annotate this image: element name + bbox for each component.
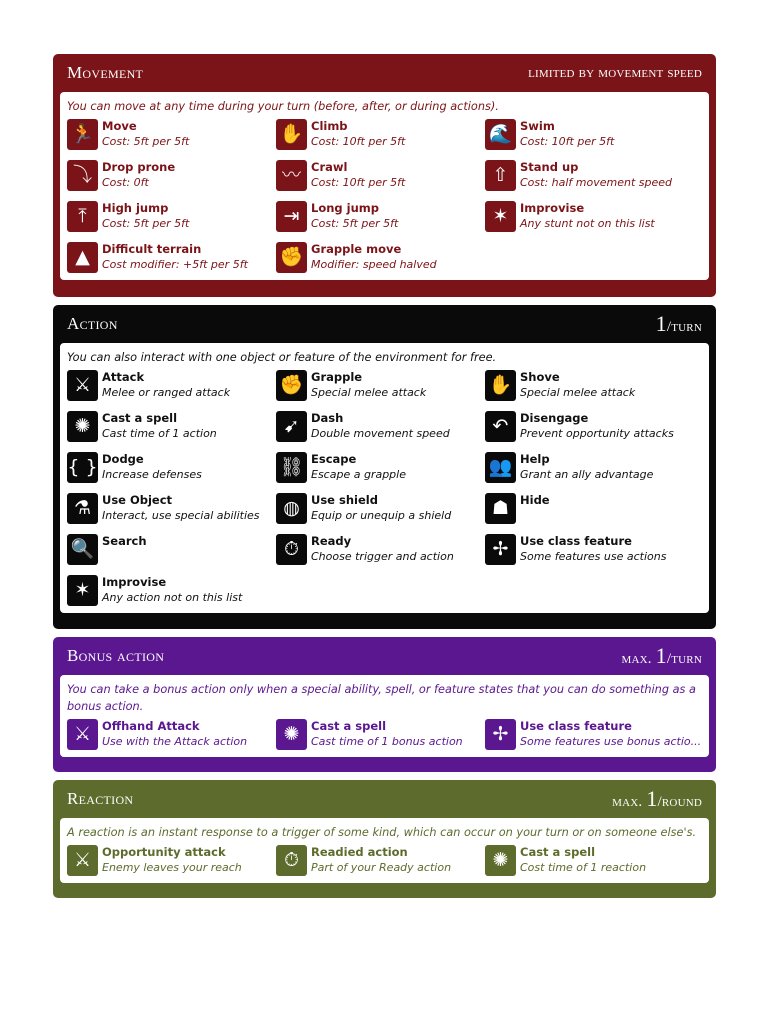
item-description: Cost: 0ft bbox=[102, 176, 149, 189]
action-section bbox=[53, 305, 716, 629]
stopwatch-icon: ⏱ bbox=[276, 845, 307, 876]
item-name: Long jump bbox=[311, 201, 379, 215]
section-intro: You can take a bonus action only when a special ability, spell, or feature states that you can do something as a bonus action. bbox=[67, 683, 696, 713]
item-description: Choose trigger and action bbox=[311, 550, 454, 563]
list-item bbox=[67, 719, 276, 753]
item-name: Escape bbox=[311, 452, 357, 466]
section-title: Bonus action bbox=[67, 646, 165, 665]
rocks-icon: ▲ bbox=[67, 242, 98, 273]
section-title: Movement bbox=[67, 63, 144, 82]
item-name: Difficult terrain bbox=[102, 242, 202, 256]
item-name: Use class feature bbox=[520, 719, 632, 733]
item-text bbox=[102, 201, 189, 231]
list-item bbox=[67, 845, 276, 879]
winged-boot-icon: ⇥ bbox=[276, 201, 307, 232]
item-description: Cost modifier: +5ft per 5ft bbox=[102, 258, 248, 271]
list-item bbox=[276, 845, 485, 879]
list-item bbox=[485, 119, 694, 153]
potion-hand-icon: ⚗ bbox=[67, 493, 98, 524]
section-limit: max. 1/round bbox=[612, 786, 702, 811]
item-description: Cost: 10ft per 5ft bbox=[311, 135, 406, 148]
item-text bbox=[520, 493, 550, 508]
item-name: Cast a spell bbox=[520, 845, 596, 859]
item-description: Interact, use special abilities bbox=[102, 509, 260, 522]
item-name: Cast a spell bbox=[102, 411, 178, 425]
list-item bbox=[276, 452, 485, 486]
item-text bbox=[102, 160, 175, 190]
item-name: Help bbox=[520, 452, 550, 466]
reaction-section bbox=[53, 780, 716, 898]
item-name: Hide bbox=[520, 493, 550, 507]
item-name: Move bbox=[102, 119, 137, 133]
list-item bbox=[485, 160, 694, 194]
item-name: Crawl bbox=[311, 160, 348, 174]
item-name: Use Object bbox=[102, 493, 173, 507]
section-intro: You can also interact with one object or feature of the environment for free. bbox=[67, 351, 497, 364]
item-description: Grant an ally advantage bbox=[520, 468, 654, 481]
item-description: Double movement speed bbox=[311, 427, 450, 440]
item-name: High jump bbox=[102, 201, 169, 215]
pushing-hand-icon: ✋ bbox=[485, 370, 516, 401]
item-text bbox=[102, 493, 260, 523]
list-item bbox=[485, 411, 694, 445]
item-name: Grapple move bbox=[311, 242, 402, 256]
crossed-swords-icon: ⚔ bbox=[67, 370, 98, 401]
hooded-figure-icon: ☗ bbox=[485, 493, 516, 524]
bonus-action-section bbox=[53, 637, 716, 772]
crossed-swords-icon: ⚔ bbox=[67, 845, 98, 876]
item-description: Any stunt not on this list bbox=[520, 217, 655, 230]
item-description: Cost: 5ft per 5ft bbox=[102, 217, 190, 230]
list-item bbox=[276, 160, 485, 194]
list-item bbox=[485, 452, 694, 486]
item-text bbox=[520, 201, 655, 231]
sprinting-figure-icon: ➹ bbox=[276, 411, 307, 442]
item-description: Equip or unequip a shield bbox=[311, 509, 452, 522]
list-item bbox=[67, 201, 276, 235]
item-name: Cast a spell bbox=[311, 719, 387, 733]
dodging-figure-icon: { } bbox=[67, 452, 98, 483]
item-name: Readied action bbox=[311, 845, 408, 859]
stopwatch-icon: ⏱ bbox=[276, 534, 307, 565]
acrobat-icon: ✶ bbox=[485, 201, 516, 232]
item-description: Some features use bonus actio... bbox=[520, 735, 702, 748]
item-description: Modifier: speed halved bbox=[311, 258, 437, 271]
item-text bbox=[520, 160, 672, 190]
item-description: Prevent opportunity attacks bbox=[520, 427, 674, 440]
item-name: Use shield bbox=[311, 493, 378, 507]
list-item bbox=[67, 411, 276, 445]
item-text bbox=[311, 119, 405, 149]
item-name: Dash bbox=[311, 411, 344, 425]
item-description: Special melee attack bbox=[311, 386, 427, 399]
falling-figure-icon: ⤵ bbox=[67, 160, 98, 191]
item-name: Opportunity attack bbox=[102, 845, 226, 859]
item-name: Disengage bbox=[520, 411, 589, 425]
two-people-icon: 👥 bbox=[485, 452, 516, 483]
section-title: Action bbox=[67, 314, 118, 333]
item-text bbox=[520, 719, 701, 749]
section-body bbox=[60, 92, 709, 280]
section-limit: 1/turn bbox=[655, 311, 702, 336]
item-text bbox=[102, 411, 217, 441]
item-description: Enemy leaves your reach bbox=[102, 861, 242, 874]
item-text bbox=[102, 242, 248, 272]
item-text bbox=[520, 370, 635, 400]
item-description: Cost: 10ft per 5ft bbox=[520, 135, 615, 148]
spell-hand-icon: ✺ bbox=[485, 845, 516, 876]
section-header bbox=[60, 305, 709, 343]
item-name: Drop prone bbox=[102, 160, 176, 174]
swimmer-icon: 🌊 bbox=[485, 119, 516, 150]
item-text bbox=[102, 452, 202, 482]
item-description: Use with the Attack action bbox=[102, 735, 248, 748]
item-description: Special melee attack bbox=[520, 386, 636, 399]
vitruvian-figure-icon: ✢ bbox=[485, 719, 516, 750]
item-name: Attack bbox=[102, 370, 145, 384]
section-intro: You can move at any time during your turn (before, after, or during actions). bbox=[67, 100, 499, 113]
list-item bbox=[67, 452, 276, 486]
item-text bbox=[520, 411, 674, 441]
item-description: Cost time of 1 reaction bbox=[520, 861, 647, 874]
item-text bbox=[520, 534, 666, 564]
item-text bbox=[102, 719, 247, 749]
item-grid bbox=[67, 719, 702, 753]
list-item bbox=[276, 242, 485, 276]
item-description: Cost: 10ft per 5ft bbox=[311, 176, 406, 189]
item-name: Ready bbox=[311, 534, 352, 548]
list-item bbox=[485, 201, 694, 235]
grabbing-fist-icon: ✊ bbox=[276, 370, 307, 401]
list-item bbox=[67, 534, 276, 568]
item-description: Increase defenses bbox=[102, 468, 202, 481]
item-name: Climb bbox=[311, 119, 348, 133]
winged-foot-icon: ⤒ bbox=[67, 201, 98, 232]
item-name: Dodge bbox=[102, 452, 144, 466]
magnifying-glass-icon: 🔍 bbox=[67, 534, 98, 565]
section-body bbox=[60, 818, 709, 883]
item-name: Improvise bbox=[520, 201, 585, 215]
spell-hand-icon: ✺ bbox=[276, 719, 307, 750]
item-name: Search bbox=[102, 534, 147, 548]
acrobat-icon: ✶ bbox=[67, 575, 98, 606]
list-item bbox=[276, 411, 485, 445]
item-text bbox=[311, 160, 405, 190]
item-description: Part of your Ready action bbox=[311, 861, 452, 874]
item-text bbox=[520, 452, 653, 482]
item-text bbox=[311, 201, 398, 231]
list-item bbox=[485, 845, 694, 879]
section-header bbox=[60, 637, 709, 675]
item-text bbox=[311, 493, 451, 523]
list-item bbox=[485, 493, 694, 527]
item-text bbox=[102, 845, 242, 875]
item-grid bbox=[67, 845, 702, 879]
vitruvian-figure-icon: ✢ bbox=[485, 534, 516, 565]
item-grid bbox=[67, 119, 702, 276]
item-name: Improvise bbox=[102, 575, 167, 589]
item-description: Cast time of 1 bonus action bbox=[311, 735, 463, 748]
broken-shackle-icon: ⛓ bbox=[276, 452, 307, 483]
list-item bbox=[276, 370, 485, 404]
shield-icon: ◍ bbox=[276, 493, 307, 524]
item-text bbox=[311, 370, 426, 400]
item-description: Cost: 5ft per 5ft bbox=[311, 217, 399, 230]
list-item bbox=[67, 370, 276, 404]
list-item bbox=[485, 534, 694, 568]
list-item bbox=[276, 119, 485, 153]
item-description: Cast time of 1 action bbox=[102, 427, 217, 440]
list-item bbox=[276, 493, 485, 527]
list-item bbox=[276, 719, 485, 753]
climbing-hand-icon: ✋ bbox=[276, 119, 307, 150]
u-turn-arrow-icon: ↶ bbox=[485, 411, 516, 442]
item-description: Cost: 5ft per 5ft bbox=[102, 135, 190, 148]
item-name: Stand up bbox=[520, 160, 579, 174]
item-description: Cost: half movement speed bbox=[520, 176, 673, 189]
item-text bbox=[520, 119, 614, 149]
crossed-swords-icon: ⚔ bbox=[67, 719, 98, 750]
section-limit: max. 1/turn bbox=[621, 643, 702, 668]
section-title: Reaction bbox=[67, 789, 134, 808]
list-item bbox=[67, 575, 276, 609]
running-figure-icon: 🏃 bbox=[67, 119, 98, 150]
item-text bbox=[311, 534, 454, 564]
item-text bbox=[102, 119, 189, 149]
list-item bbox=[67, 119, 276, 153]
item-name: Grapple bbox=[311, 370, 363, 384]
section-body bbox=[60, 343, 709, 613]
section-intro: A reaction is an instant response to a trigger of some kind, which can occur on your turn or on someone else's. bbox=[67, 826, 697, 839]
item-description: Some features use actions bbox=[520, 550, 667, 563]
list-item bbox=[67, 242, 276, 276]
item-text bbox=[311, 845, 451, 875]
item-text bbox=[520, 845, 646, 875]
item-description: Melee or ranged attack bbox=[102, 386, 231, 399]
item-description: Any action not on this list bbox=[102, 591, 243, 604]
list-item bbox=[67, 493, 276, 527]
grabbing-fist-icon: ✊ bbox=[276, 242, 307, 273]
section-header bbox=[60, 780, 709, 818]
list-item bbox=[276, 201, 485, 235]
item-text bbox=[311, 452, 406, 482]
spell-hand-icon: ✺ bbox=[67, 411, 98, 442]
item-name: Swim bbox=[520, 119, 555, 133]
crawling-figure-icon: 〰 bbox=[276, 160, 307, 191]
item-text bbox=[102, 575, 242, 605]
item-text bbox=[311, 411, 450, 441]
section-header bbox=[60, 54, 709, 92]
item-text bbox=[102, 534, 147, 549]
item-text bbox=[311, 242, 437, 272]
standing-figure-icon: ⇧ bbox=[485, 160, 516, 191]
list-item bbox=[276, 534, 485, 568]
list-item bbox=[67, 160, 276, 194]
item-text bbox=[311, 719, 463, 749]
item-description: Escape a grapple bbox=[311, 468, 406, 481]
item-text bbox=[102, 370, 230, 400]
movement-section bbox=[53, 54, 716, 297]
list-item bbox=[485, 370, 694, 404]
item-name: Offhand Attack bbox=[102, 719, 200, 733]
section-limit: limited by movement speed bbox=[528, 64, 702, 81]
list-item bbox=[485, 719, 702, 753]
section-body bbox=[60, 675, 709, 757]
item-grid bbox=[67, 370, 702, 609]
item-name: Use class feature bbox=[520, 534, 632, 548]
item-name: Shove bbox=[520, 370, 560, 384]
